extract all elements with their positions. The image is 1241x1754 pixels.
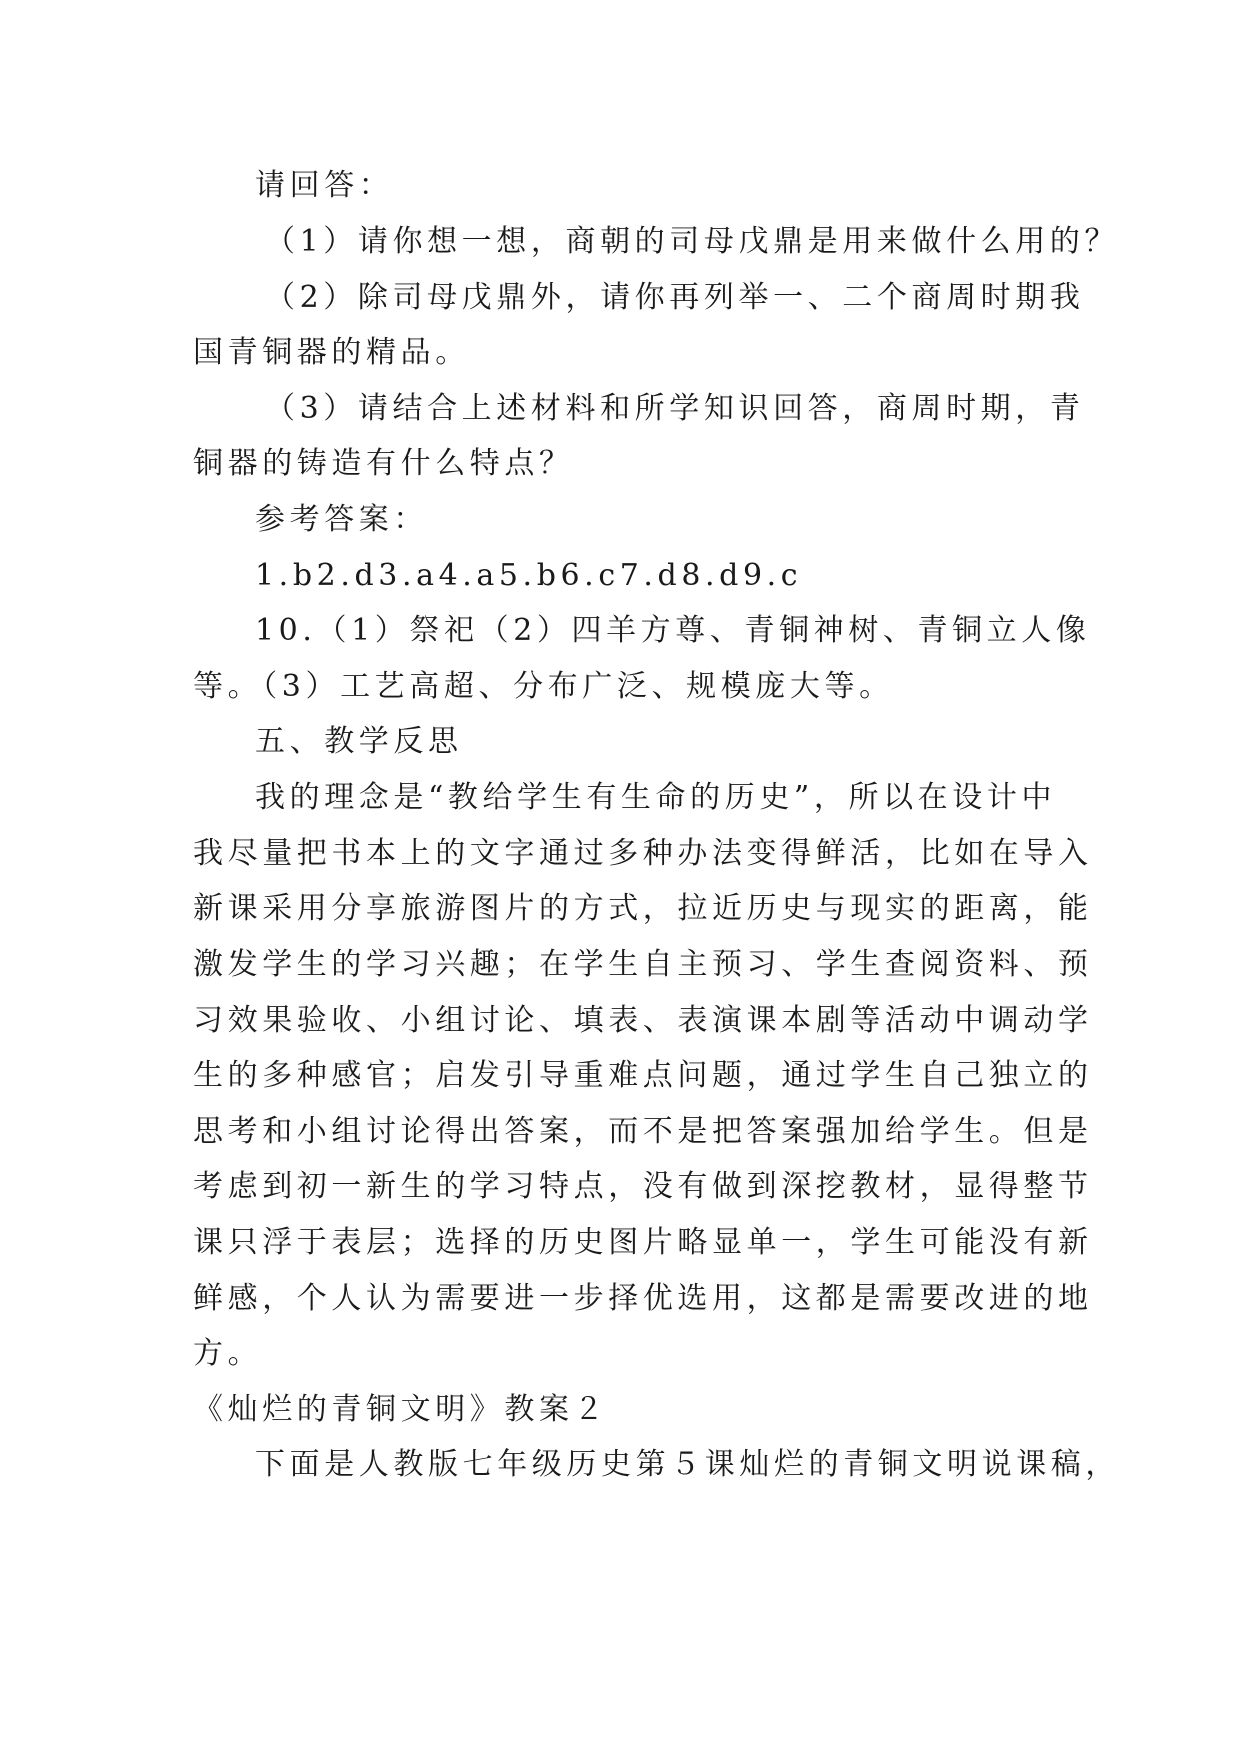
section-heading: 五、教学反思 <box>255 724 463 759</box>
text-line: 考虑到初一新生的学习特点，没有做到深挖教材，显得整节 <box>193 1169 1093 1204</box>
text-line: 参考答案： <box>255 502 428 537</box>
text-line: 我的理念是“教给学生有生命的历史”，所以在设计中 <box>255 780 1057 815</box>
text-line: （3）请结合上述材料和所学知识回答，商周时期，青 <box>265 391 1085 426</box>
text-line: （2）除司母戊鼎外，请你再列举一、二个商周时期我 <box>265 280 1085 315</box>
document-title: 《灿烂的青铜文明》教案２ <box>193 1392 609 1427</box>
text-line: 方。 <box>193 1336 263 1371</box>
text-line: 鲜感，个人认为需要进一步择优选用，这都是需要改进的地 <box>193 1281 1093 1316</box>
text-line: 课只浮于表层；选择的历史图片略显单一，学生可能没有新 <box>193 1225 1093 1260</box>
text-line: 生的多种感官；启发引导重难点问题，通过学生自己独立的 <box>193 1058 1093 1093</box>
text-line: 请回答： <box>255 168 394 203</box>
text-line: 国青铜器的精品。 <box>193 335 470 370</box>
text-line: 新课采用分享旅游图片的方式，拉近历史与现实的距离，能 <box>193 891 1093 926</box>
text-line: 等。（3）工艺高超、分布广泛、规模庞大等。 <box>193 669 894 704</box>
text-line: 激发学生的学习兴趣；在学生自主预习、学生查阅资料、预 <box>193 947 1093 982</box>
text-line: 习效果验收、小组讨论、填表、表演课本剧等活动中调动学 <box>193 1003 1093 1038</box>
text-line: （1）请你想一想，商朝的司母戊鼎是用来做什么用的？ <box>265 224 1120 259</box>
text-line: 下面是人教版七年级历史第５课灿烂的青铜文明说课稿， <box>255 1447 1120 1482</box>
text-line: 思考和小组讨论得出答案，而不是把答案强加给学生。但是 <box>193 1114 1093 1149</box>
text-line: 铜器的铸造有什么特点？ <box>193 446 574 481</box>
text-line: 1.b2.d3.a4.a5.b6.c7.d8.d9.c <box>255 558 803 593</box>
text-line: 我尽量把书本上的文字通过多种办法变得鲜活，比如在导入 <box>193 836 1093 871</box>
text-line: 10.（1）祭祀（2）四羊方尊、青铜神树、青铜立人像 <box>255 613 1091 648</box>
